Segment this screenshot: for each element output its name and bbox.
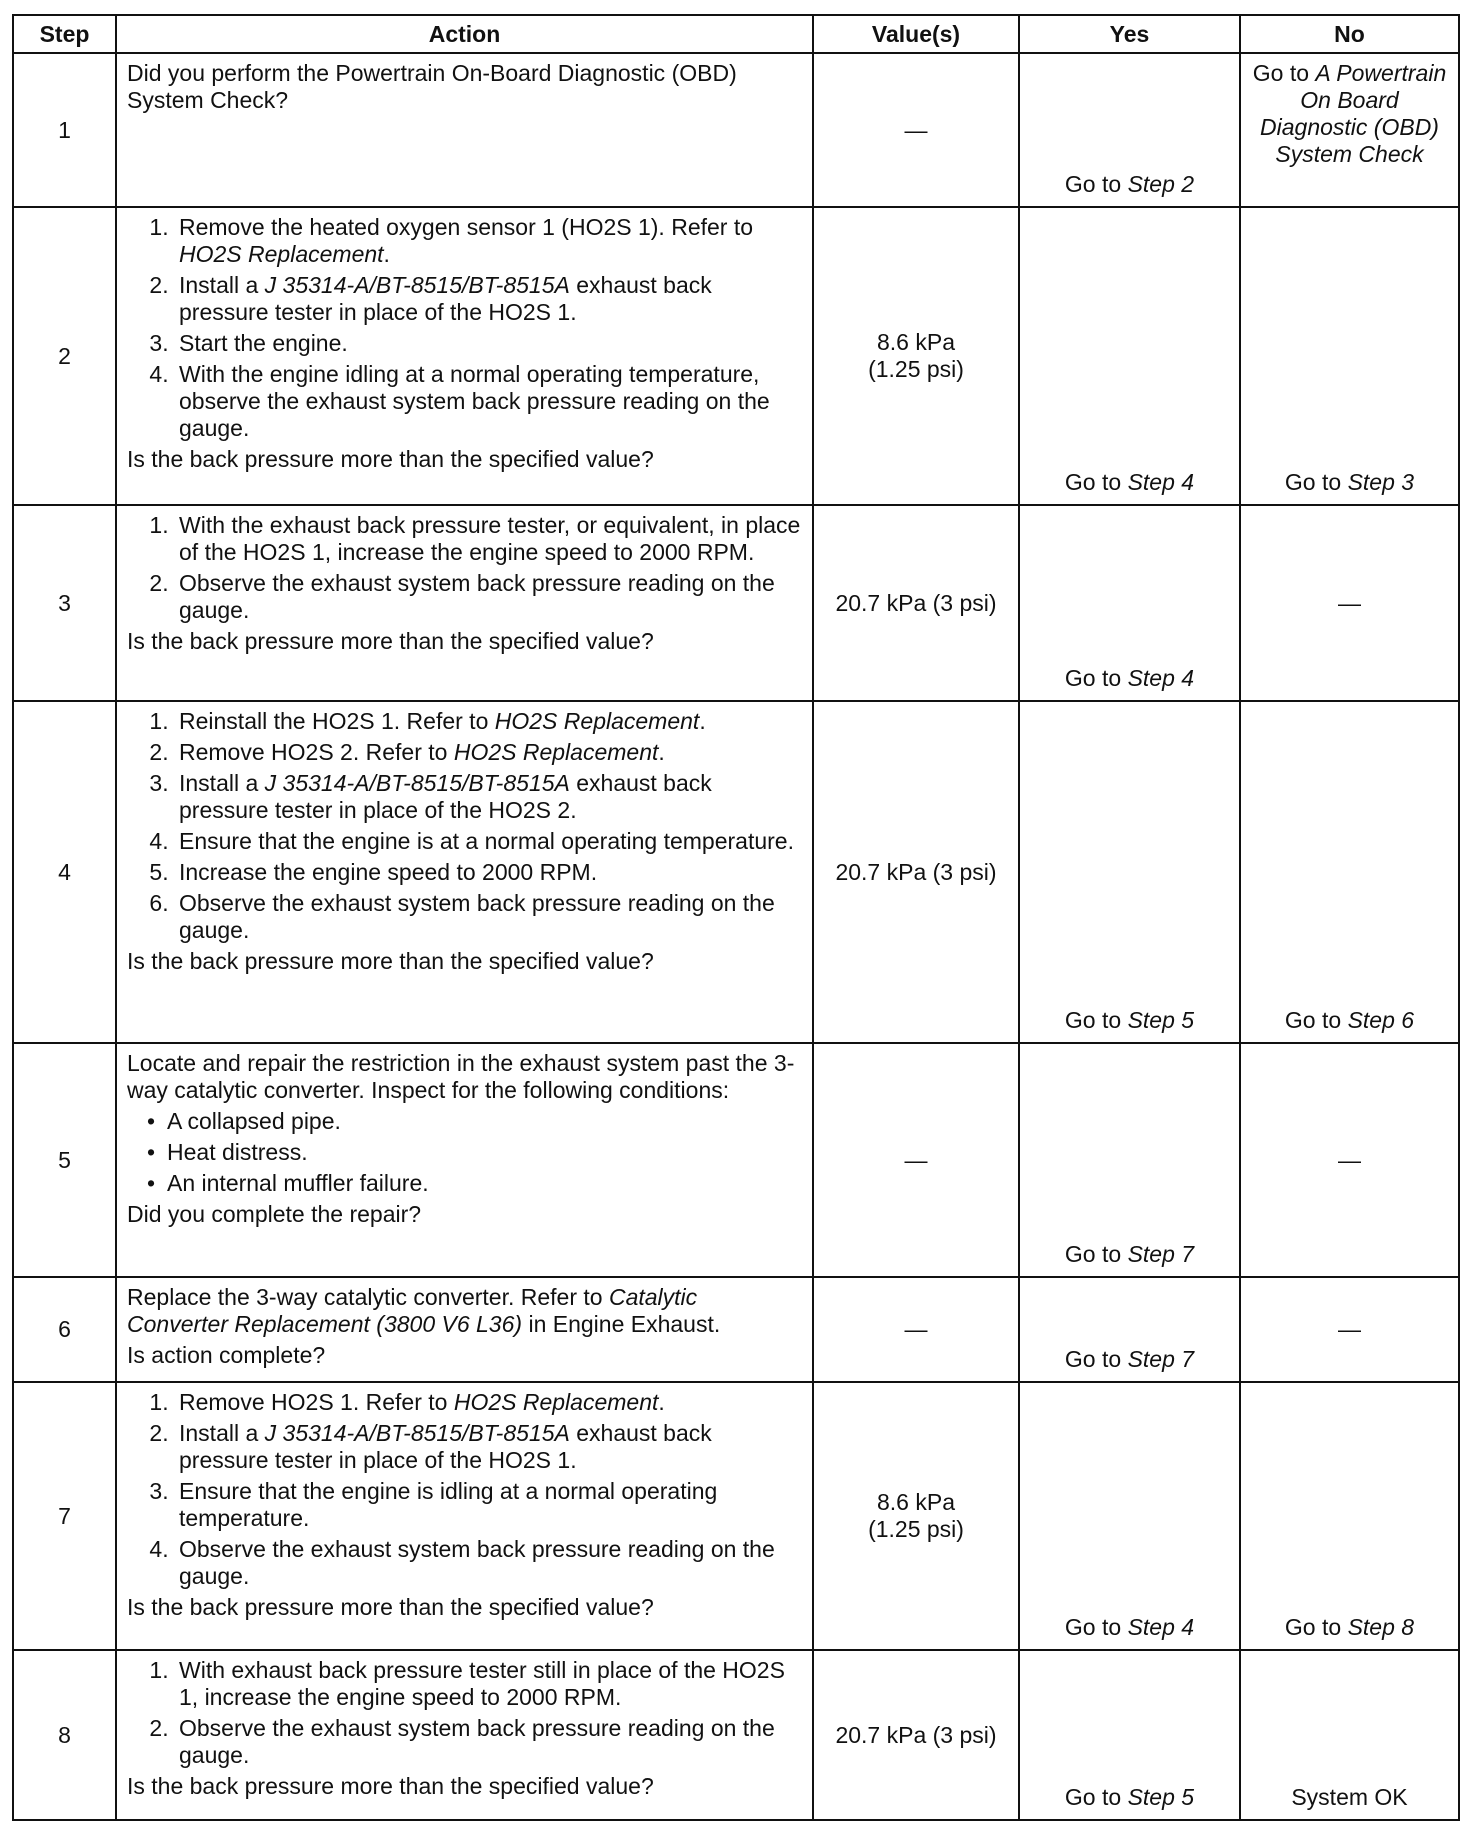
no-cell [1240, 207, 1459, 505]
action-cell [116, 1382, 813, 1650]
goto-link[interactable]: Go to Step 7 [1064, 1346, 1195, 1372]
action-step: 2. Install a J 35314-A/BT-8515/BT-8515A exhaust back pressure tester in place of the HO2S 1. [175, 272, 802, 326]
value-cell: — [813, 1277, 1019, 1382]
action-steps [127, 708, 802, 944]
action-step: 3. Install a J 35314-A/BT-8515/BT-8515A exhaust back pressure tester in place of the HO2S 2. [175, 770, 802, 824]
action-step: 4. Ensure that the engine is at a normal operating temperature. [175, 828, 802, 855]
goto-link[interactable]: Go to A Powertrain On Board Diagnostic (OBD) System Check [1252, 60, 1447, 167]
table-row [13, 1650, 1459, 1820]
header-yes: Yes [1019, 15, 1240, 53]
yes-cell [1019, 53, 1240, 207]
value-cell: 8.6 kPa (1.25 psi) [813, 1382, 1019, 1650]
condition-item: • A collapsed pipe. [167, 1108, 802, 1135]
yes-cell [1019, 505, 1240, 701]
goto-link[interactable]: Go to Step 5 [1064, 1784, 1195, 1810]
action-step: 3. Ensure that the engine is idling at a normal operating temperature. [175, 1478, 802, 1532]
table-row [13, 53, 1459, 207]
procedure-link[interactable]: HO2S Replacement [453, 739, 659, 765]
goto-link[interactable]: Go to Step 7 [1064, 1241, 1195, 1267]
action-step: 1. Remove HO2S 1. Refer to HO2S Replacement. [175, 1389, 802, 1416]
action-cell [116, 505, 813, 701]
tool-reference: J 35314-A/BT-8515/BT-8515A [264, 770, 570, 796]
action-step: 6. Observe the exhaust system back pressure reading on the gauge. [175, 890, 802, 944]
action-steps [127, 214, 802, 442]
action-question: Is the back pressure more than the specified value? [127, 628, 654, 654]
action-question: Is the back pressure more than the specified value? [127, 1594, 654, 1620]
step-number: 2 [13, 207, 116, 505]
procedure-link[interactable]: Catalytic Converter Replacement (3800 V6 L36) [127, 1284, 698, 1337]
yes-cell [1019, 1382, 1240, 1650]
table-row [13, 1382, 1459, 1650]
header-step: Step [13, 15, 116, 53]
action-step: 2. Observe the exhaust system back pressure reading on the gauge. [175, 1715, 802, 1769]
action-step: 2. Remove HO2S 2. Refer to HO2S Replacement. [175, 739, 802, 766]
action-question: Is the back pressure more than the specified value? [127, 948, 654, 974]
value-cell: — [813, 53, 1019, 207]
action-text: Did you perform the Powertrain On-Board Diagnostic (OBD) System Check? [127, 60, 737, 113]
condition-item: • An internal muffler failure. [167, 1170, 802, 1197]
action-question: Did you complete the repair? [127, 1201, 422, 1227]
action-step: 1. With exhaust back pressure tester still in place of the HO2S 1, increase the engine speed to 2000 RPM. [175, 1657, 802, 1711]
yes-cell [1019, 1277, 1240, 1382]
action-cell [116, 1650, 813, 1820]
no-cell: — [1240, 505, 1459, 701]
yes-cell [1019, 701, 1240, 1043]
action-intro: Replace the 3-way catalytic converter. Refer to Catalytic Converter Replacement (3800 V6 L36) in Engine Exhaust. [127, 1284, 721, 1337]
action-step: 5. Increase the engine speed to 2000 RPM. [175, 859, 802, 886]
action-cell [116, 1277, 813, 1382]
goto-link[interactable]: Go to Step 5 [1064, 1007, 1195, 1033]
table-row [13, 1277, 1459, 1382]
goto-link[interactable]: Go to Step 2 [1064, 171, 1195, 197]
value-cell: 8.6 kPa (1.25 psi) [813, 207, 1019, 505]
table-row [13, 1043, 1459, 1277]
action-steps [127, 1657, 802, 1769]
goto-link[interactable]: Go to Step 3 [1284, 469, 1415, 495]
header-action: Action [116, 15, 813, 53]
procedure-link[interactable]: HO2S Replacement [179, 241, 384, 267]
value-cell: — [813, 1043, 1019, 1277]
step-number: 4 [13, 701, 116, 1043]
diagnostic-page [12, 14, 1458, 1821]
tool-reference: J 35314-A/BT-8515/BT-8515A [264, 272, 570, 298]
step-number: 7 [13, 1382, 116, 1650]
action-step: 2. Observe the exhaust system back pressure reading on the gauge. [175, 570, 802, 624]
header-values: Value(s) [813, 15, 1019, 53]
no-cell: — [1240, 1277, 1459, 1382]
action-step: 2. Install a J 35314-A/BT-8515/BT-8515A exhaust back pressure tester in place of the HO2S 1. [175, 1420, 802, 1474]
step-number: 8 [13, 1650, 116, 1820]
step-number: 3 [13, 505, 116, 701]
no-cell: System OK [1240, 1650, 1459, 1820]
action-cell [116, 1043, 813, 1277]
action-intro: Locate and repair the restriction in the exhaust system past the 3-way catalytic converter. Inspect for the following conditions: [127, 1050, 795, 1103]
step-number: 5 [13, 1043, 116, 1277]
table-row [13, 505, 1459, 701]
condition-item: • Heat distress. [167, 1139, 802, 1166]
no-cell [1240, 1382, 1459, 1650]
no-cell [1240, 53, 1459, 207]
action-steps [127, 1389, 802, 1590]
yes-cell [1019, 1043, 1240, 1277]
value-cell: 20.7 kPa (3 psi) [813, 505, 1019, 701]
yes-cell [1019, 1650, 1240, 1820]
table-row [13, 701, 1459, 1043]
action-step: 3. Start the engine. [175, 330, 802, 357]
goto-link[interactable]: Go to Step 4 [1064, 469, 1195, 495]
step-number: 6 [13, 1277, 116, 1382]
value-cell: 20.7 kPa (3 psi) [813, 1650, 1019, 1820]
action-steps [127, 512, 802, 624]
action-step: 1. Reinstall the HO2S 1. Refer to HO2S Replacement. [175, 708, 802, 735]
action-question: Is action complete? [127, 1342, 326, 1368]
step-number: 1 [13, 53, 116, 207]
header-no: No [1240, 15, 1459, 53]
goto-link[interactable]: Go to Step 4 [1064, 1614, 1195, 1640]
action-step: 1. Remove the heated oxygen sensor 1 (HO2S 1). Refer to HO2S Replacement. [175, 214, 802, 268]
no-cell: — [1240, 1043, 1459, 1277]
procedure-link[interactable]: HO2S Replacement [494, 708, 700, 734]
yes-cell [1019, 207, 1240, 505]
action-cell [116, 701, 813, 1043]
table-row [13, 207, 1459, 505]
procedure-link[interactable]: HO2S Replacement [453, 1389, 659, 1415]
condition-list [127, 1108, 802, 1197]
goto-link[interactable]: Go to Step 8 [1284, 1614, 1415, 1640]
action-cell [116, 207, 813, 505]
action-step: 1. With the exhaust back pressure tester, or equivalent, in place of the HO2S 1, increase the engine speed to 2000 RPM. [175, 512, 802, 566]
tool-reference: J 35314-A/BT-8515/BT-8515A [264, 1420, 570, 1446]
goto-link[interactable]: Go to Step 6 [1284, 1007, 1415, 1033]
action-question: Is the back pressure more than the specified value? [127, 446, 654, 472]
diagnostic-table [12, 14, 1460, 1821]
action-step: 4. Observe the exhaust system back pressure reading on the gauge. [175, 1536, 802, 1590]
no-cell [1240, 701, 1459, 1043]
header-row [13, 15, 1459, 53]
goto-link[interactable]: Go to Step 4 [1064, 665, 1195, 691]
action-cell [116, 53, 813, 207]
action-step: 4. With the engine idling at a normal operating temperature, observe the exhaust system back pressure reading on the gauge. [175, 361, 802, 442]
value-cell: 20.7 kPa (3 psi) [813, 701, 1019, 1043]
action-question: Is the back pressure more than the specified value? [127, 1773, 654, 1799]
